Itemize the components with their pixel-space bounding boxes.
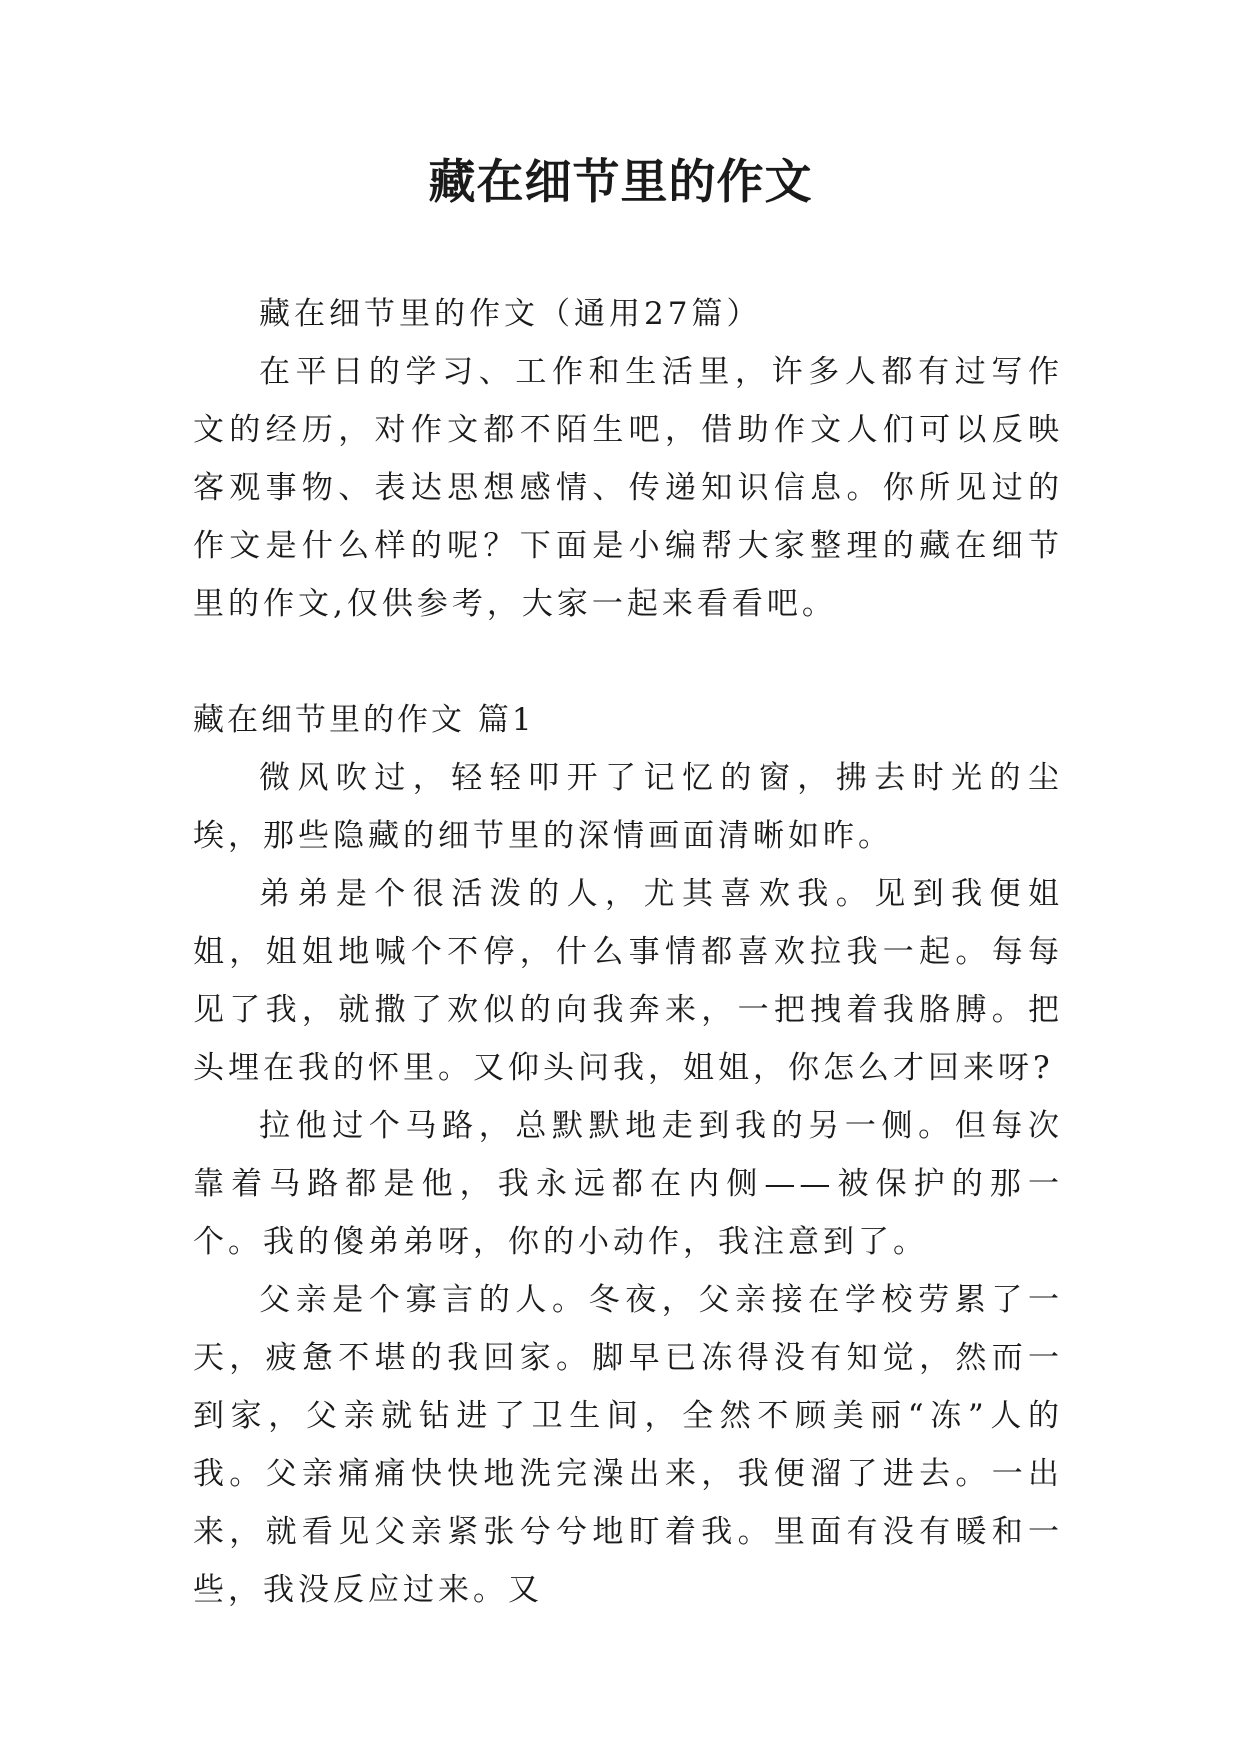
document-subtitle: 藏在细节里的作文（通用27篇） — [259, 296, 762, 332]
section-spacer — [193, 633, 1063, 691]
body-paragraph-2: 弟弟是个很活泼的人，尤其喜欢我。见到我便姐姐，姐姐地喊个不停，什么事情都喜欢拉我一起。每每见了我，就撒了欢似的向我奔来，一把拽着我胳膊。把头埋在我的怀里。又仰头问我，姐姐，你怎么才回来呀? — [193, 876, 1063, 1086]
intro-paragraph: 在平日的学习、工作和生活里，许多人都有过写作文的经历，对作文都不陌生吧，借助作文人们可以反映客观事物、表达思想感情、传递知识信息。你所见过的作文是什么样的呢？下面是小编帮大家整理的藏在细节里的作文,仅供参考，大家一起来看看吧。 — [193, 354, 1063, 622]
body-paragraph-4: 父亲是个寡言的人。冬夜，父亲接在学校劳累了一天，疲惫不堪的我回家。脚早已冻得没有知觉，然而一到家，父亲就钻进了卫生间，全然不顾美丽“冻”人的我。父亲痛痛快快地洗完澡出来，我便溜了进去。一出来，就看见父亲紧张兮兮地盯着我。里面有没有暖和一些，我没反应过来。又 — [193, 1282, 1063, 1608]
document-body — [193, 285, 1063, 1619]
body-paragraph-3: 拉他过个马路，总默默地走到我的另一侧。但每次靠着马路都是他，我永远都在内侧——被保护的那一个。我的傻弟弟呀，你的小动作，我注意到了。 — [193, 1108, 1063, 1260]
document-title: 藏在细节里的作文 — [428, 155, 813, 210]
body-paragraph-1: 微风吹过，轻轻叩开了记忆的窗，拂去时光的尘埃，那些隐藏的细节里的深情画面清晰如昨。 — [193, 760, 1063, 854]
section-heading: 藏在细节里的作文 篇1 — [193, 702, 535, 738]
